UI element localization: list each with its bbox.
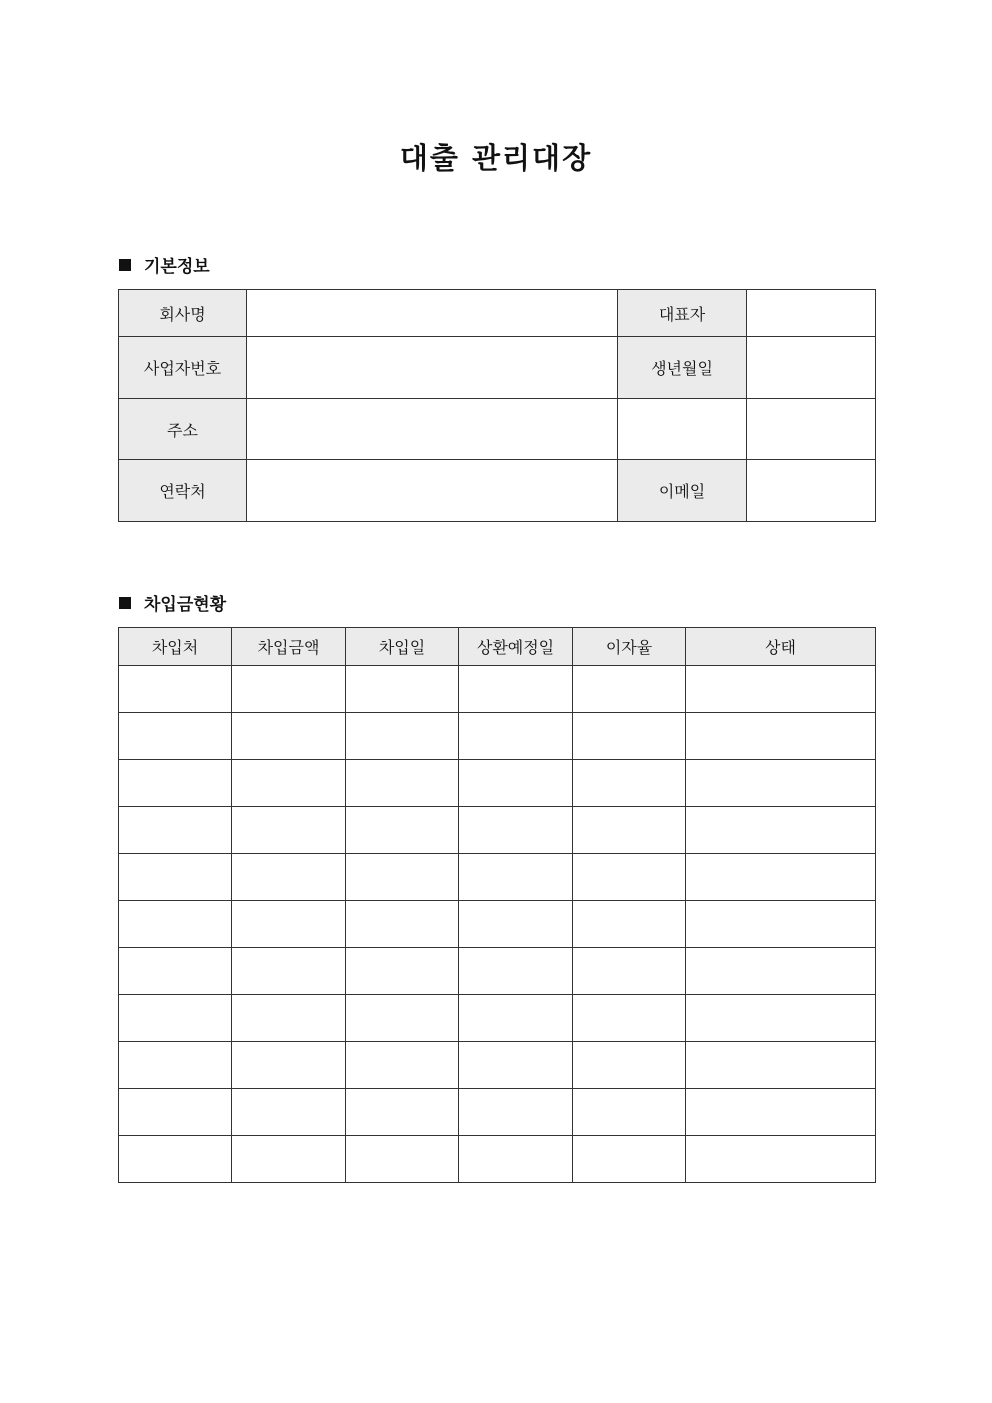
interest-rate-cell[interactable] [573,666,686,713]
column-header-status: 상태 [686,628,876,666]
interest-rate-cell[interactable] [573,1089,686,1136]
interest-rate-cell[interactable] [573,1136,686,1183]
table-row [119,1042,876,1089]
table-row [119,1089,876,1136]
loan-amount-cell[interactable] [232,1089,346,1136]
document-title: 대출 관리대장 [399,141,593,175]
lender-cell[interactable] [119,948,232,995]
representative-field[interactable] [747,290,876,337]
loan-amount-cell[interactable] [232,901,346,948]
repayment-date-cell[interactable] [459,995,573,1042]
loan-table-body [119,666,876,1183]
loan-date-cell[interactable] [346,1042,459,1089]
status-cell[interactable] [686,1136,876,1183]
company-name-label: 회사명 [119,290,247,337]
loan-date-cell[interactable] [346,666,459,713]
table-row [119,337,876,399]
loan-date-cell[interactable] [346,1089,459,1136]
birth-date-label: 생년월일 [618,337,747,399]
status-cell[interactable] [686,666,876,713]
loan-date-cell[interactable] [346,807,459,854]
lender-cell[interactable] [119,995,232,1042]
loan-amount-cell[interactable] [232,713,346,760]
column-header-loan-amount: 차입금액 [232,628,346,666]
table-row [119,901,876,948]
contact-label: 연락처 [119,460,247,522]
table-row [119,854,876,901]
section-heading-basic-info [119,252,210,277]
business-number-label: 사업자번호 [119,337,247,399]
loan-amount-cell[interactable] [232,995,346,1042]
lender-cell[interactable] [119,1089,232,1136]
loan-date-cell[interactable] [346,948,459,995]
loan-status-table [118,627,876,1183]
repayment-date-cell[interactable] [459,1042,573,1089]
address-label: 주소 [119,399,247,460]
lender-cell[interactable] [119,807,232,854]
repayment-date-cell[interactable] [459,713,573,760]
column-header-lender: 차입처 [119,628,232,666]
interest-rate-cell[interactable] [573,760,686,807]
contact-field[interactable] [247,460,618,522]
table-row [119,713,876,760]
loan-date-cell[interactable] [346,1136,459,1183]
repayment-date-cell[interactable] [459,901,573,948]
lender-cell[interactable] [119,901,232,948]
interest-rate-cell[interactable] [573,854,686,901]
basic-info-table [118,289,876,522]
repayment-date-cell[interactable] [459,1089,573,1136]
status-cell[interactable] [686,854,876,901]
loan-amount-cell[interactable] [232,807,346,854]
lender-cell[interactable] [119,760,232,807]
repayment-date-cell[interactable] [459,666,573,713]
loan-amount-cell[interactable] [232,666,346,713]
table-row [119,807,876,854]
status-cell[interactable] [686,713,876,760]
lender-cell[interactable] [119,854,232,901]
address-field[interactable] [247,399,618,460]
loan-date-cell[interactable] [346,760,459,807]
loan-amount-cell[interactable] [232,760,346,807]
column-header-loan-date: 차입일 [346,628,459,666]
repayment-date-cell[interactable] [459,807,573,854]
status-cell[interactable] [686,760,876,807]
status-cell[interactable] [686,948,876,995]
interest-rate-cell[interactable] [573,995,686,1042]
company-name-field[interactable] [247,290,618,337]
table-header-row [119,628,876,666]
address-extra-cell[interactable] [618,399,747,460]
interest-rate-cell[interactable] [573,948,686,995]
lender-cell[interactable] [119,713,232,760]
loan-date-cell[interactable] [346,995,459,1042]
interest-rate-cell[interactable] [573,1042,686,1089]
representative-label: 대표자 [618,290,747,337]
table-row [119,460,876,522]
repayment-date-cell[interactable] [459,760,573,807]
lender-cell[interactable] [119,666,232,713]
table-row [119,948,876,995]
repayment-date-cell[interactable] [459,854,573,901]
section-heading-loan-status [119,590,226,615]
address-extra-field[interactable] [747,399,876,460]
status-cell[interactable] [686,901,876,948]
status-cell[interactable] [686,995,876,1042]
repayment-date-cell[interactable] [459,1136,573,1183]
table-row [119,290,876,337]
email-label: 이메일 [618,460,747,522]
table-row [119,666,876,713]
repayment-date-cell[interactable] [459,948,573,995]
table-row [119,1136,876,1183]
interest-rate-cell[interactable] [573,901,686,948]
table-row [119,995,876,1042]
email-field[interactable] [747,460,876,522]
loan-amount-cell[interactable] [232,854,346,901]
lender-cell[interactable] [119,1136,232,1183]
interest-rate-cell[interactable] [573,807,686,854]
interest-rate-cell[interactable] [573,713,686,760]
table-row [119,399,876,460]
status-cell[interactable] [686,807,876,854]
table-row [119,760,876,807]
status-cell[interactable] [686,1089,876,1136]
section-heading-label: 차입금현황 [144,595,227,615]
loan-amount-cell[interactable] [232,1042,346,1089]
black-square-icon [119,259,131,271]
lender-cell[interactable] [119,1042,232,1089]
loan-amount-cell[interactable] [232,1136,346,1183]
column-header-interest-rate: 이자율 [573,628,686,666]
status-cell[interactable] [686,1042,876,1089]
loan-date-cell[interactable] [346,901,459,948]
loan-date-cell[interactable] [346,713,459,760]
birth-date-field[interactable] [747,337,876,399]
column-header-repayment-date: 상환예정일 [459,628,573,666]
section-heading-label: 기본정보 [144,257,210,277]
loan-amount-cell[interactable] [232,948,346,995]
loan-date-cell[interactable] [346,854,459,901]
black-square-icon [119,597,131,609]
business-number-field[interactable] [247,337,618,399]
